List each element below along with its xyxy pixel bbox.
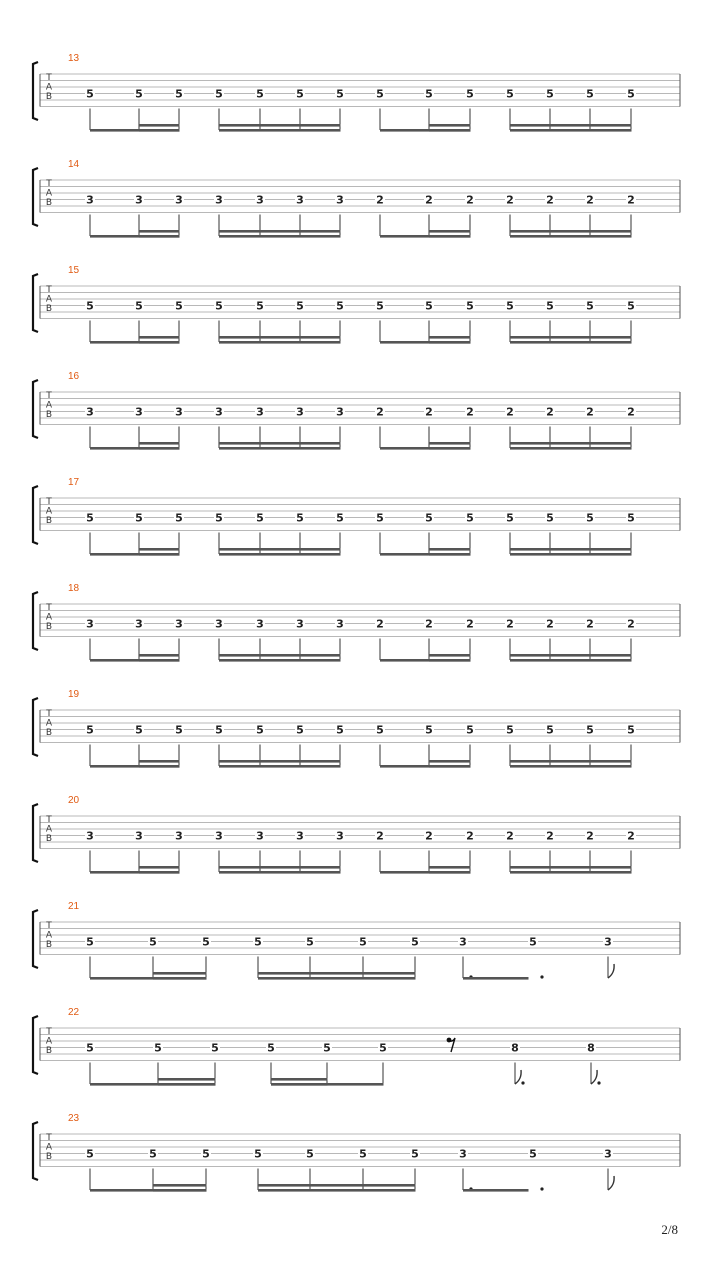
note-flag: [608, 1176, 614, 1190]
fret-number: 8: [587, 1041, 595, 1055]
fret-number: 5: [202, 1147, 210, 1161]
note-beam: [139, 553, 180, 556]
measure-number: 22: [68, 1007, 80, 1018]
fret-number: 5: [86, 723, 94, 737]
fret-number: 5: [256, 511, 264, 525]
note-beam: [510, 230, 632, 233]
fret-number: 5: [306, 1147, 314, 1161]
note-beam: [429, 871, 471, 874]
fret-number: 5: [336, 723, 344, 737]
fret-number: 5: [376, 511, 384, 525]
note-beam: [219, 548, 341, 551]
note-beam: [429, 654, 471, 657]
note-beam: [510, 336, 632, 339]
fret-number: 5: [586, 299, 594, 313]
note-beam: [429, 760, 471, 763]
note-beam: [429, 129, 471, 132]
tab-system: [33, 1113, 680, 1192]
tab-system: [33, 265, 680, 344]
fret-number: 5: [379, 1041, 387, 1055]
note-beam: [429, 124, 471, 127]
tab-clef-letter: A: [45, 930, 53, 941]
fret-number: 3: [175, 617, 183, 631]
note-beam: [510, 442, 632, 445]
note-flag: [591, 1070, 597, 1084]
fret-number: 5: [336, 511, 344, 525]
note-beam: [219, 871, 341, 874]
fret-number: 2: [546, 829, 554, 843]
system-bracket: [33, 698, 38, 756]
tab-system: [33, 1007, 680, 1086]
note-beam: [219, 129, 341, 132]
fret-number: 5: [546, 723, 554, 737]
note-beam: [139, 235, 180, 238]
note-beam: [510, 447, 632, 450]
note-beam: [510, 654, 632, 657]
note-beam: [271, 1078, 328, 1081]
note-beam: [219, 124, 341, 127]
system-bracket: [33, 62, 38, 120]
note-beam: [139, 336, 180, 339]
fret-number: 5: [256, 299, 264, 313]
duration-dot: [540, 975, 543, 978]
note-beam: [219, 765, 341, 768]
fret-number: 5: [425, 299, 433, 313]
note-beam: [219, 230, 341, 233]
fret-number: 2: [506, 405, 514, 419]
fret-number: 5: [215, 723, 223, 737]
note-beam: [158, 1083, 216, 1086]
fret-number: 5: [546, 299, 554, 313]
note-beam: [429, 765, 471, 768]
tab-clef-letter: B: [45, 834, 53, 844]
note-beam: [510, 548, 632, 551]
fret-number: 3: [135, 193, 143, 207]
note-beam: [158, 1078, 216, 1081]
note-beam: [153, 1184, 207, 1187]
fret-number: 2: [546, 405, 554, 419]
tab-system: [33, 689, 680, 768]
tab-clef-letter: A: [45, 400, 53, 411]
fret-number: 3: [336, 617, 344, 631]
tab-clef-letter: B: [45, 1152, 53, 1162]
fret-number: 3: [215, 617, 223, 631]
fret-number: 3: [86, 193, 94, 207]
fret-number: 5: [86, 1041, 94, 1055]
measure-number: 20: [68, 795, 80, 806]
note-beam: [219, 447, 341, 450]
fret-number: 5: [256, 723, 264, 737]
fret-number: 2: [466, 405, 474, 419]
fret-number: 5: [359, 935, 367, 949]
measure-number: 18: [68, 583, 80, 594]
tab-clef-letter: T: [46, 285, 52, 295]
fret-number: 5: [254, 935, 262, 949]
tab-clef-letter: A: [45, 824, 53, 835]
fret-number: 2: [586, 405, 594, 419]
fret-number: 3: [336, 829, 344, 843]
tab-clef-letter: T: [46, 497, 52, 507]
measure-number: 16: [68, 371, 80, 382]
tab-clef-letter: B: [45, 198, 53, 208]
fret-number: 3: [256, 829, 264, 843]
fret-number: 3: [459, 1147, 467, 1161]
fret-number: 2: [425, 405, 433, 419]
note-beam: [429, 553, 471, 556]
note-beam: [463, 977, 529, 980]
fret-number: 3: [256, 617, 264, 631]
tab-clef-letter: T: [46, 709, 52, 719]
note-flag: [515, 1070, 521, 1084]
fret-number: 5: [215, 87, 223, 101]
fret-number: 2: [466, 193, 474, 207]
fret-number: 5: [586, 87, 594, 101]
tab-system: [33, 477, 680, 556]
tab-system: [33, 901, 680, 980]
fret-number: 5: [256, 87, 264, 101]
note-beam: [510, 235, 632, 238]
note-beam: [429, 447, 471, 450]
note-beam: [258, 1189, 416, 1192]
fret-number: 5: [296, 511, 304, 525]
system-bracket: [33, 486, 38, 544]
fret-number: 5: [546, 87, 554, 101]
fret-number: 5: [425, 87, 433, 101]
fret-number: 2: [466, 617, 474, 631]
measure-number: 15: [68, 265, 80, 276]
tab-clef-letter: B: [45, 940, 53, 950]
system-bracket: [33, 804, 38, 862]
fret-number: 5: [506, 87, 514, 101]
note-beam: [219, 866, 341, 869]
note-beam: [139, 765, 180, 768]
fret-number: 2: [586, 193, 594, 207]
note-beam: [429, 659, 471, 662]
note-beam: [271, 1083, 328, 1086]
note-beam: [219, 553, 341, 556]
tab-clef-letter: A: [45, 188, 53, 199]
fret-number: 2: [425, 617, 433, 631]
fret-number: 5: [135, 299, 143, 313]
system-bracket: [33, 168, 38, 226]
fret-number: 5: [336, 299, 344, 313]
note-beam: [139, 442, 180, 445]
measure-number: 17: [68, 477, 80, 488]
fret-number: 5: [86, 299, 94, 313]
note-beam: [219, 760, 341, 763]
fret-number: 5: [254, 1147, 262, 1161]
fret-number: 3: [215, 193, 223, 207]
fret-number: 2: [425, 193, 433, 207]
fret-number: 3: [296, 405, 304, 419]
tab-clef-letter: B: [45, 410, 53, 420]
fret-number: 5: [411, 1147, 419, 1161]
fret-number: 3: [215, 829, 223, 843]
fret-number: 2: [627, 829, 635, 843]
fret-number: 5: [202, 935, 210, 949]
fret-number: 5: [506, 723, 514, 737]
fret-number: 3: [604, 935, 612, 949]
fret-number: 5: [529, 1147, 537, 1161]
tab-clef-letter: T: [46, 603, 52, 613]
note-beam: [139, 230, 180, 233]
note-beam: [429, 866, 471, 869]
page-number: 2/8: [661, 1222, 678, 1237]
fret-number: 5: [135, 87, 143, 101]
fret-number: 5: [175, 299, 183, 313]
note-beam: [139, 341, 180, 344]
fret-number: 5: [586, 511, 594, 525]
fret-number: 5: [546, 511, 554, 525]
fret-number: 5: [425, 511, 433, 525]
note-beam: [463, 1189, 529, 1192]
fret-number: 5: [86, 511, 94, 525]
tab-clef-letter: B: [45, 728, 53, 738]
fret-number: 3: [296, 617, 304, 631]
tab-clef-letter: A: [45, 1036, 53, 1047]
note-beam: [258, 972, 416, 975]
fret-number: 5: [86, 1147, 94, 1161]
note-beam: [139, 447, 180, 450]
fret-number: 5: [627, 299, 635, 313]
note-flag: [608, 964, 614, 978]
note-beam: [510, 659, 632, 662]
fret-number: 2: [586, 829, 594, 843]
fret-number: 5: [296, 723, 304, 737]
system-bracket: [33, 592, 38, 650]
duration-dot: [597, 1081, 600, 1084]
fret-number: 5: [149, 935, 157, 949]
note-beam: [258, 977, 416, 980]
fret-number: 5: [306, 935, 314, 949]
fret-number: 3: [459, 935, 467, 949]
fret-number: 5: [154, 1041, 162, 1055]
measure-number: 19: [68, 689, 80, 700]
fret-number: 3: [175, 829, 183, 843]
fret-number: 3: [296, 193, 304, 207]
fret-number: 2: [586, 617, 594, 631]
fret-number: 3: [296, 829, 304, 843]
fret-number: 5: [215, 511, 223, 525]
note-beam: [510, 553, 632, 556]
fret-number: 5: [86, 87, 94, 101]
tab-clef-letter: T: [46, 1133, 52, 1143]
fret-number: 5: [506, 511, 514, 525]
fret-number: 5: [149, 1147, 157, 1161]
note-beam: [429, 230, 471, 233]
fret-number: 5: [267, 1041, 275, 1055]
fret-number: 5: [175, 511, 183, 525]
fret-number: 5: [175, 723, 183, 737]
note-beam: [510, 866, 632, 869]
fret-number: 5: [466, 299, 474, 313]
tab-clef-letter: B: [45, 516, 53, 526]
fret-number: 5: [586, 723, 594, 737]
tab-clef-letter: B: [45, 622, 53, 632]
fret-number: 5: [323, 1041, 331, 1055]
fret-number: 5: [296, 299, 304, 313]
note-beam: [258, 1184, 416, 1187]
eighth-rest-icon: [447, 1038, 455, 1052]
fret-number: 3: [86, 617, 94, 631]
tab-clef-letter: A: [45, 612, 53, 623]
fret-number: 3: [135, 405, 143, 419]
fret-number: 5: [466, 511, 474, 525]
note-beam: [153, 1189, 207, 1192]
system-bracket: [33, 910, 38, 968]
tab-clef-letter: B: [45, 304, 53, 314]
fret-number: 3: [175, 405, 183, 419]
tab-clef-letter: T: [46, 391, 52, 401]
tab-clef-letter: T: [46, 179, 52, 189]
measure-number: 14: [68, 159, 80, 170]
note-beam: [510, 760, 632, 763]
fret-number: 5: [135, 511, 143, 525]
note-beam: [429, 548, 471, 551]
fret-number: 5: [627, 723, 635, 737]
fret-number: 2: [376, 193, 384, 207]
fret-number: 5: [466, 723, 474, 737]
note-beam: [429, 235, 471, 238]
tab-clef-letter: A: [45, 294, 53, 305]
fret-number: 2: [627, 193, 635, 207]
tab-system: [33, 159, 680, 238]
note-beam: [153, 972, 207, 975]
fret-number: 3: [175, 193, 183, 207]
fret-number: 5: [135, 723, 143, 737]
duration-dot: [521, 1081, 524, 1084]
note-beam: [139, 659, 180, 662]
tab-clef-letter: B: [45, 1046, 53, 1056]
measure-number: 21: [68, 901, 80, 912]
fret-number: 3: [215, 405, 223, 419]
note-beam: [139, 129, 180, 132]
fret-number: 2: [627, 617, 635, 631]
note-beam: [219, 659, 341, 662]
note-beam: [219, 235, 341, 238]
tab-system: [33, 371, 680, 450]
note-beam: [510, 129, 632, 132]
note-beam: [510, 124, 632, 127]
tab-clef-letter: B: [45, 92, 53, 102]
note-beam: [219, 442, 341, 445]
note-beam: [153, 977, 207, 980]
fret-number: 5: [215, 299, 223, 313]
fret-number: 2: [376, 405, 384, 419]
fret-number: 3: [86, 829, 94, 843]
note-beam: [139, 124, 180, 127]
fret-number: 2: [506, 193, 514, 207]
note-beam: [139, 548, 180, 551]
fret-number: 5: [86, 935, 94, 949]
note-beam: [219, 336, 341, 339]
note-beam: [219, 654, 341, 657]
fret-number: 8: [511, 1041, 519, 1055]
fret-number: 2: [546, 193, 554, 207]
fret-number: 3: [86, 405, 94, 419]
note-beam: [510, 871, 632, 874]
fret-number: 5: [466, 87, 474, 101]
fret-number: 2: [627, 405, 635, 419]
fret-number: 5: [359, 1147, 367, 1161]
fret-number: 5: [376, 723, 384, 737]
fret-number: 3: [256, 405, 264, 419]
tab-clef-letter: A: [45, 82, 53, 93]
fret-number: 5: [296, 87, 304, 101]
fret-number: 5: [425, 723, 433, 737]
measure-number: 23: [68, 1113, 80, 1124]
note-beam: [139, 654, 180, 657]
tab-clef-letter: T: [46, 815, 52, 825]
tab-system: [33, 53, 680, 132]
note-beam: [429, 341, 471, 344]
tab-system: [33, 795, 680, 874]
fret-number: 3: [135, 617, 143, 631]
tab-clef-letter: T: [46, 921, 52, 931]
fret-number: 2: [466, 829, 474, 843]
fret-number: 2: [506, 617, 514, 631]
tab-clef-letter: A: [45, 1142, 53, 1153]
fret-number: 5: [376, 87, 384, 101]
note-beam: [510, 341, 632, 344]
fret-number: 3: [336, 193, 344, 207]
note-beam: [139, 871, 180, 874]
fret-number: 5: [411, 935, 419, 949]
tab-clef-letter: T: [46, 1027, 52, 1037]
fret-number: 3: [336, 405, 344, 419]
system-bracket: [33, 1016, 38, 1074]
fret-number: 2: [546, 617, 554, 631]
fret-number: 2: [376, 617, 384, 631]
system-bracket: [33, 380, 38, 438]
note-beam: [139, 760, 180, 763]
system-bracket: [33, 274, 38, 332]
tab-clef-letter: A: [45, 718, 53, 729]
fret-number: 2: [425, 829, 433, 843]
note-beam: [219, 341, 341, 344]
fret-number: 5: [627, 87, 635, 101]
note-beam: [429, 336, 471, 339]
fret-number: 2: [506, 829, 514, 843]
tab-clef-letter: A: [45, 506, 53, 517]
note-beam: [510, 765, 632, 768]
measure-number: 13: [68, 53, 80, 64]
system-bracket: [33, 1122, 38, 1180]
note-beam: [139, 866, 180, 869]
fret-number: 5: [336, 87, 344, 101]
fret-number: 2: [376, 829, 384, 843]
fret-number: 3: [256, 193, 264, 207]
fret-number: 5: [506, 299, 514, 313]
fret-number: 5: [627, 511, 635, 525]
fret-number: 3: [135, 829, 143, 843]
tab-clef-letter: T: [46, 73, 52, 83]
tab-system: [33, 583, 680, 662]
fret-number: 5: [211, 1041, 219, 1055]
fret-number: 5: [376, 299, 384, 313]
fret-number: 5: [175, 87, 183, 101]
fret-number: 3: [604, 1147, 612, 1161]
fret-number: 5: [529, 935, 537, 949]
note-beam: [429, 442, 471, 445]
duration-dot: [540, 1187, 543, 1190]
